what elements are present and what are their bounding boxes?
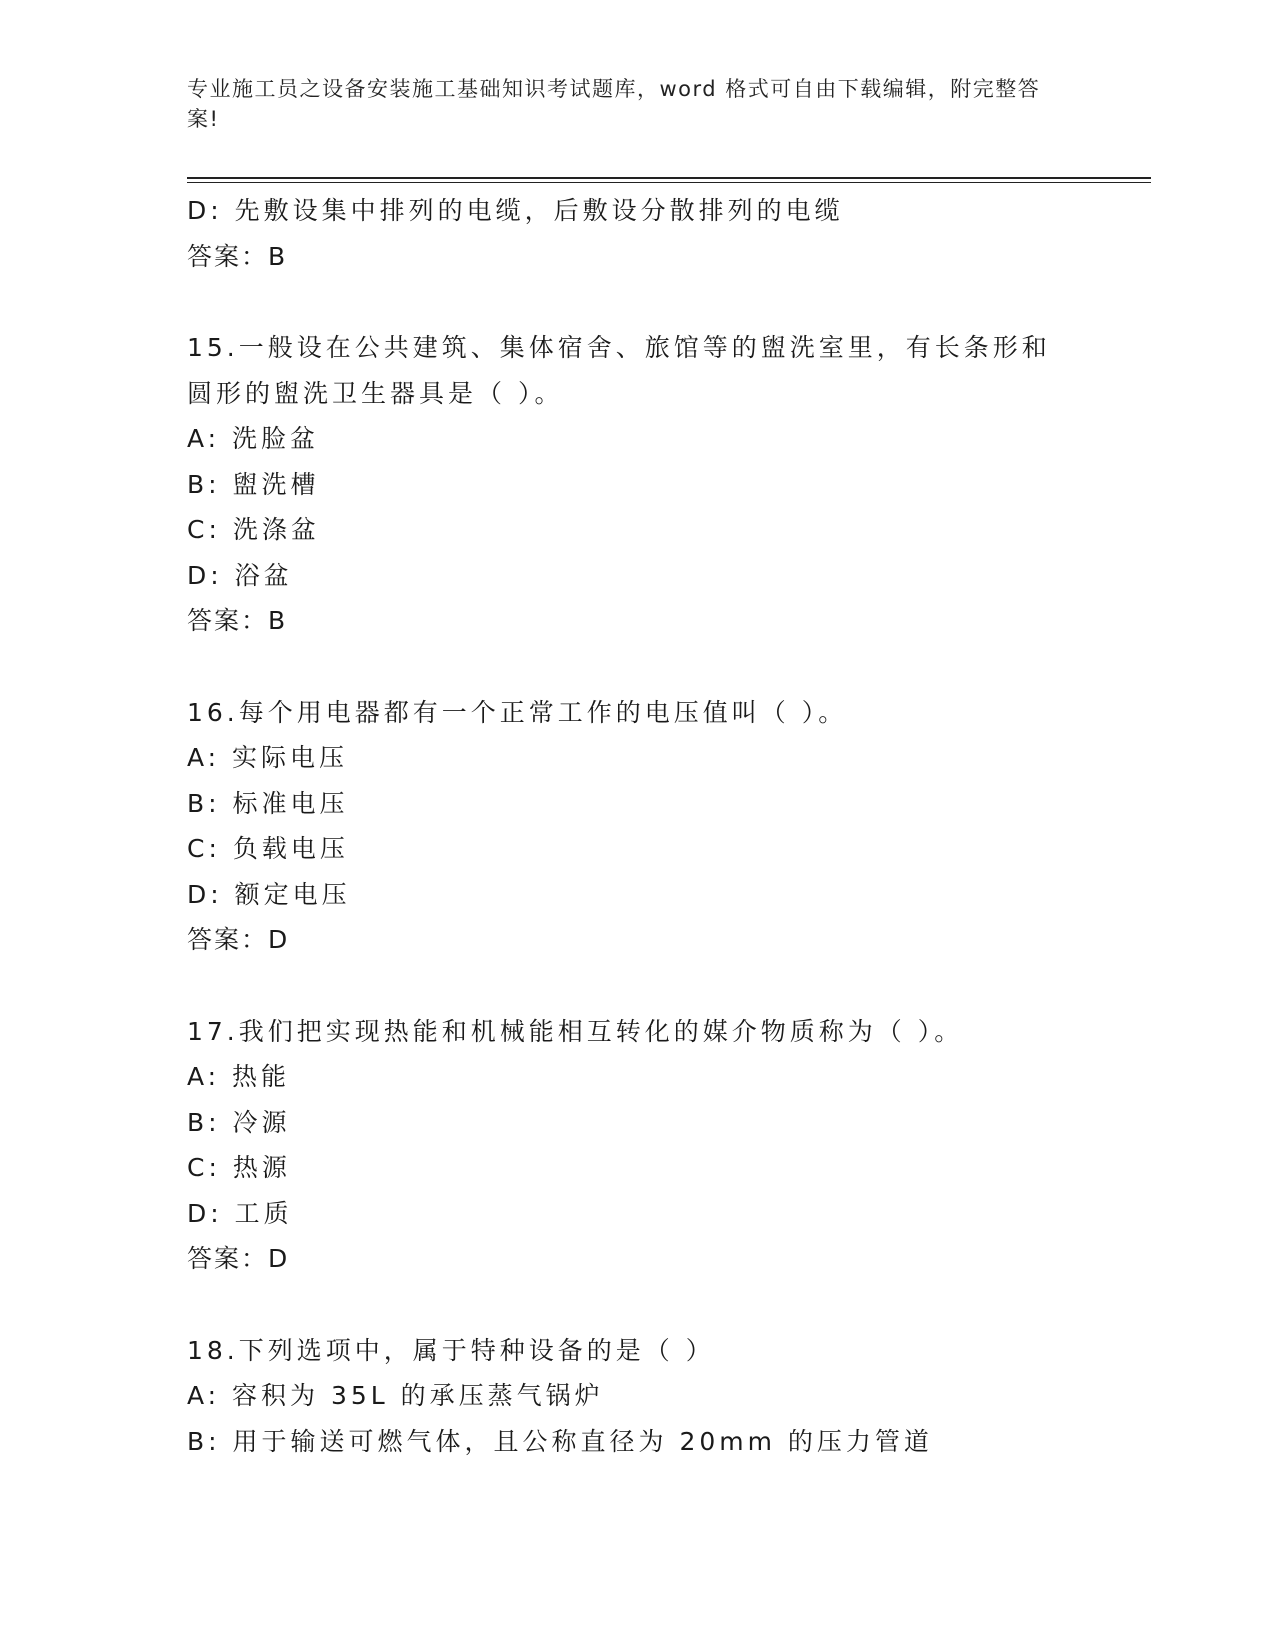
option-b: B: 盥洗槽 [187, 469, 320, 499]
answer-line: 答案：D [187, 1244, 290, 1273]
option-b: B: 标准电压 [187, 788, 349, 818]
option-c: C: 洗涤盆 [187, 515, 320, 544]
answer-line: 答案：B [187, 606, 288, 635]
option-d: D: 浴盆 [187, 560, 293, 590]
option-d: D: 工质 [187, 1198, 293, 1228]
option-c: C: 热源 [187, 1153, 291, 1182]
document-header: 专业施工员之设备安装施工基础知识考试题库，word 格式可自由下载编辑，附完整答案! [187, 77, 1041, 131]
option-a: A: 洗脸盆 [187, 424, 320, 453]
option-a: A: 容积为 35L 的承压蒸气锅炉 [187, 1381, 604, 1410]
question-17 [187, 1009, 1087, 1282]
question-stem: 17.我们把实现热能和机械能相互转化的媒介物质称为（ ）。 [187, 1016, 964, 1046]
question-stem: 18.下列选项中，属于特种设备的是（ ） [187, 1335, 715, 1365]
question-18 [187, 1328, 1087, 1465]
header-divider-thick [187, 177, 1151, 179]
answer-line: 答案：B [187, 241, 288, 271]
question-stem: 16.每个用电器都有一个正常工作的电压值叫（ ）。 [187, 697, 848, 727]
option-d: D: 额定电压 [187, 879, 351, 909]
question-16 [187, 690, 1087, 963]
option-a: A: 热能 [187, 1062, 291, 1091]
question-stem: 15.一般设在公共建筑、集体宿舍、旅馆等的盥洗室里，有长条形和圆形的盥洗卫生器具是（ ）。 [187, 333, 1051, 408]
question-15 [187, 325, 1087, 644]
answer-line: 答案：D [187, 925, 290, 954]
question-list [187, 188, 1087, 1464]
option-a: A: 实际电压 [187, 743, 349, 772]
option-b: B: 用于输送可燃气体，且公称直径为 20mm 的压力管道 [187, 1426, 933, 1456]
option-c: C: 负载电压 [187, 834, 349, 863]
option-d: D: 先敷设集中排列的电缆，后敷设分散排列的电缆 [187, 196, 844, 225]
option-b: B: 冷源 [187, 1107, 291, 1137]
header-divider-thin [187, 182, 1151, 183]
